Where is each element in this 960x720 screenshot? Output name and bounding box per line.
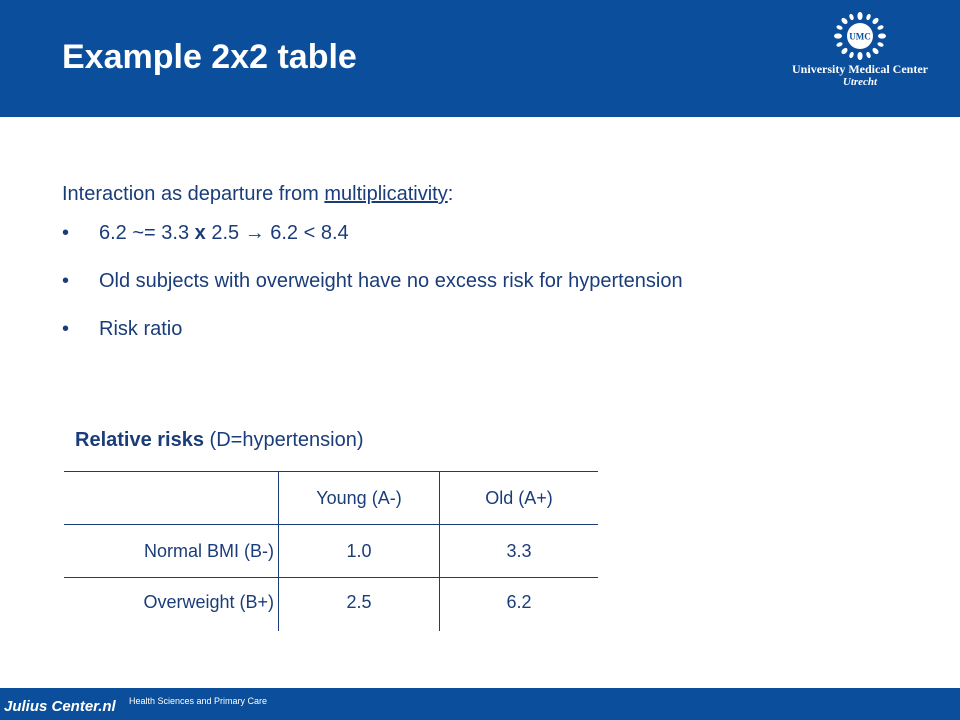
equation-part-1: 6.2 ~= 3.3 (99, 222, 195, 244)
intro-suffix: : (447, 183, 454, 205)
slide-title: Example 2x2 table (62, 38, 357, 76)
slide-content (62, 183, 922, 365)
equation-part-2: 2.5 (205, 222, 245, 244)
table-row (64, 578, 598, 631)
table-cell: 1.0 (279, 525, 440, 578)
header-bar (0, 0, 960, 117)
bullet-text: Risk ratio (99, 318, 183, 340)
bullet-item-risk-ratio (62, 317, 922, 341)
table-caption (75, 429, 364, 452)
bullet-item-equation (62, 221, 922, 245)
equation-part-3: 6.2 < 8.4 (264, 222, 349, 244)
table-row-label: Normal BMI (B-) (64, 525, 279, 578)
logo-emblem-text: UMC (849, 31, 871, 42)
bullet-list (62, 221, 922, 341)
bullet-item-no-excess-risk (62, 269, 922, 293)
logo-city: Utrecht (842, 76, 878, 88)
intro-underlined: multiplicativity (324, 183, 448, 205)
intro-line (62, 183, 922, 206)
footer-brand: Julius Center.nl (4, 698, 116, 715)
table-header-row (64, 472, 598, 525)
table-cell: 2.5 (279, 578, 440, 631)
table-cell: 3.3 (440, 525, 599, 578)
table-cell: 6.2 (506, 592, 532, 612)
footer-bar (0, 688, 960, 720)
intro-prefix: Interaction as departure from (62, 183, 325, 205)
bullet-dot: • (62, 270, 70, 292)
table-header-cell: Old (A+) (440, 472, 599, 525)
logo-name: University Medical Center (792, 62, 928, 76)
bullet-dot: • (62, 222, 70, 244)
umc-logo (790, 12, 930, 92)
right-arrow-icon: → (244, 222, 265, 244)
table-caption-rest: (D=hypertension) (203, 429, 364, 451)
table-caption-bold: Relative risks (75, 429, 204, 451)
umc-emblem-icon (834, 12, 886, 60)
footer-subtitle: Health Sciences and Primary Care (129, 696, 268, 706)
equation-times: x (194, 222, 206, 244)
table-row (64, 525, 598, 578)
table-row-label: Overweight (B+) (64, 578, 279, 631)
table-header-cell (64, 472, 279, 525)
relative-risk-table (64, 471, 598, 631)
table-header-cell: Young (A-) (279, 472, 440, 525)
bullet-dot: • (62, 318, 70, 340)
bullet-text: Old subjects with overweight have no excess risk for hypertension (99, 270, 683, 292)
